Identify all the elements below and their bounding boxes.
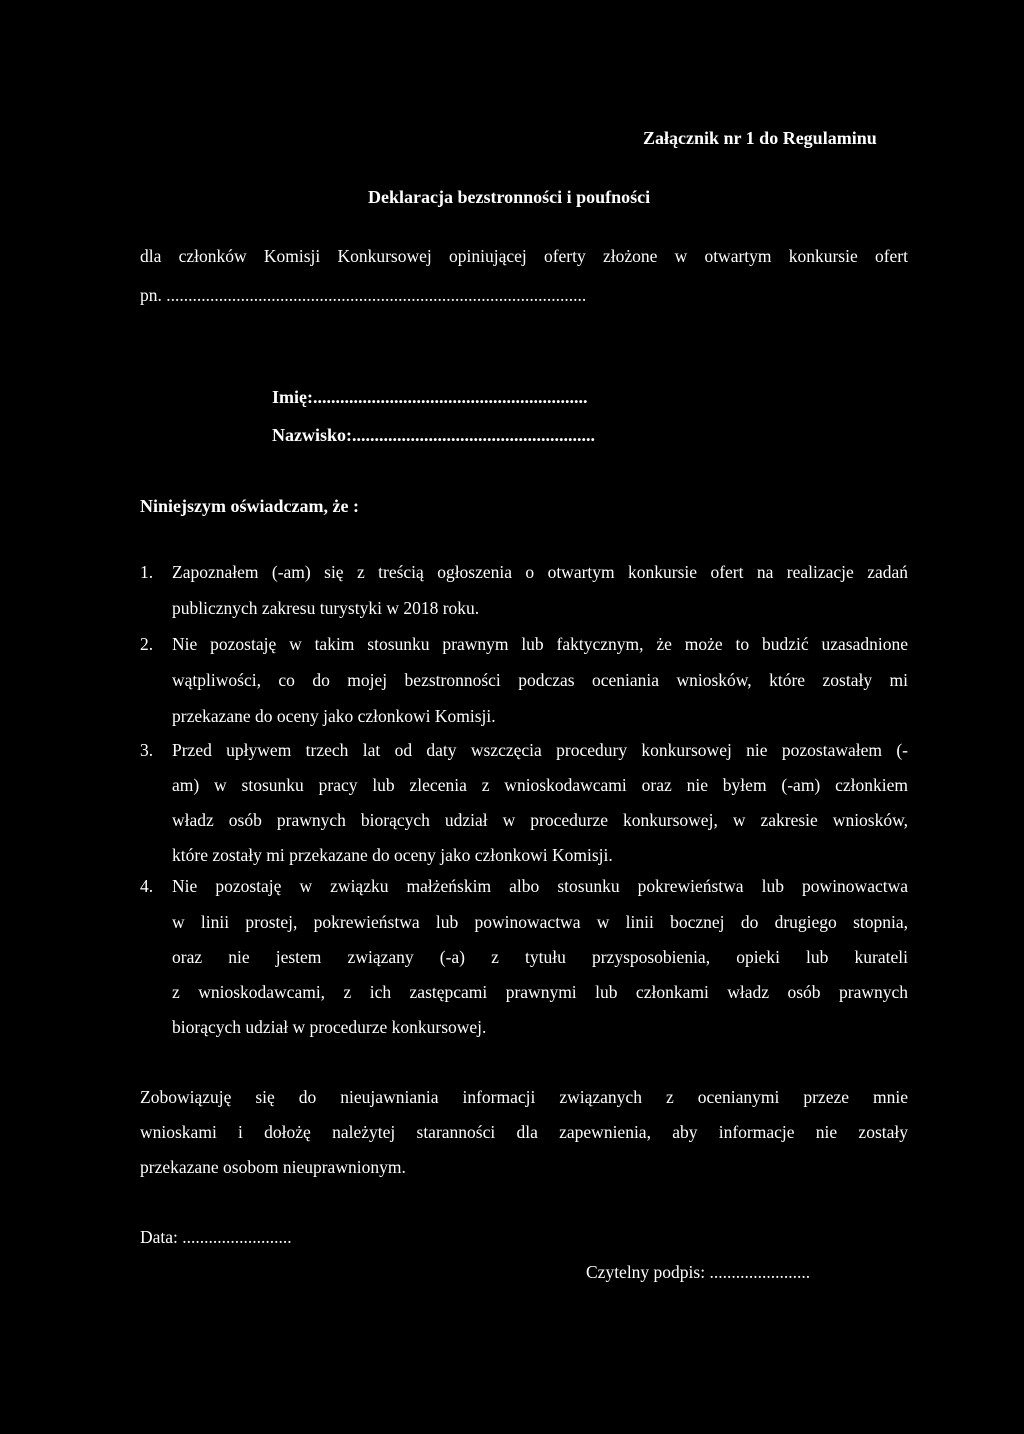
intro-line-1: dla członków Komisji Konkursowej opiniującej oferty złożone w otwartym konkursie ofert [140, 246, 908, 266]
list-item-number: 2. [140, 634, 154, 654]
attachment-header: Załącznik nr 1 do Regulaminu [643, 128, 877, 148]
list-item-line: oraz nie jestem związany (-a) z tytułu przysposobienia, opieki lub kurateli [172, 947, 908, 967]
date-field: Data: ......................... [140, 1227, 292, 1247]
list-item-line: władz osób prawnych biorących udział w procedurze konkursowej, w zakresie wniosków, [172, 810, 908, 830]
list-item-number: 3. [140, 740, 154, 760]
list-item-line: przekazane do oceny jako członkowi Komisji. [172, 706, 496, 726]
intro-line-2: pn. ................................................................................................ [140, 285, 587, 305]
last-name-field: Nazwisko:...................................................... [272, 425, 595, 445]
list-item-line: biorących udział w procedurze konkursowej. [172, 1017, 487, 1037]
list-item-line: Nie pozostaję w związku małżeńskim albo stosunku pokrewieństwa lub powinowactwa [172, 876, 908, 896]
list-item-line: Przed upływem trzech lat od daty wszczęcia procedury konkursowej nie pozostawałem (- [172, 740, 908, 760]
list-item-line: am) w stosunku pracy lub zlecenia z wnioskodawcami oraz nie byłem (-am) członkiem [172, 775, 908, 795]
closing-line-2: wnioskami i dołożę należytej staranności dla zapewnienia, aby informacje nie zostały [140, 1122, 908, 1142]
list-item-number: 1. [140, 562, 154, 582]
signature-field: Czytelny podpis: ....................... [586, 1262, 811, 1282]
list-item-line: z wnioskodawcami, z ich zastępcami prawnymi lub członkami władz osób prawnych [172, 982, 908, 1002]
list-item-line: wątpliwości, co do mojej bezstronności podczas oceniania wniosków, które zostały mi [172, 670, 908, 690]
list-item-line: Zapoznałem (-am) się z treścią ogłoszenia o otwartym konkursie ofert na realizacje zadań [172, 562, 908, 582]
list-item-line: które zostały mi przekazane do oceny jako członkowi Komisji. [172, 845, 613, 865]
list-item-number: 4. [140, 876, 154, 896]
list-item-line: Nie pozostaję w takim stosunku prawnym lub faktycznym, że może to budzić uzasadnione [172, 634, 908, 654]
document-title: Deklaracja bezstronności i poufności [368, 187, 651, 207]
statement-intro: Niniejszym oświadczam, że : [140, 496, 359, 516]
closing-line-3: przekazane osobom nieuprawnionym. [140, 1157, 406, 1177]
list-item-line: publicznych zakresu turystyki w 2018 roku. [172, 598, 480, 618]
list-item-line: w linii prostej, pokrewieństwa lub powinowactwa w linii bocznej do drugiego stopnia, [172, 912, 908, 932]
closing-line-1: Zobowiązuję się do nieujawniania informacji związanych z ocenianymi przeze mnie [140, 1087, 908, 1107]
first-name-field: Imię:............................................................. [272, 387, 588, 407]
